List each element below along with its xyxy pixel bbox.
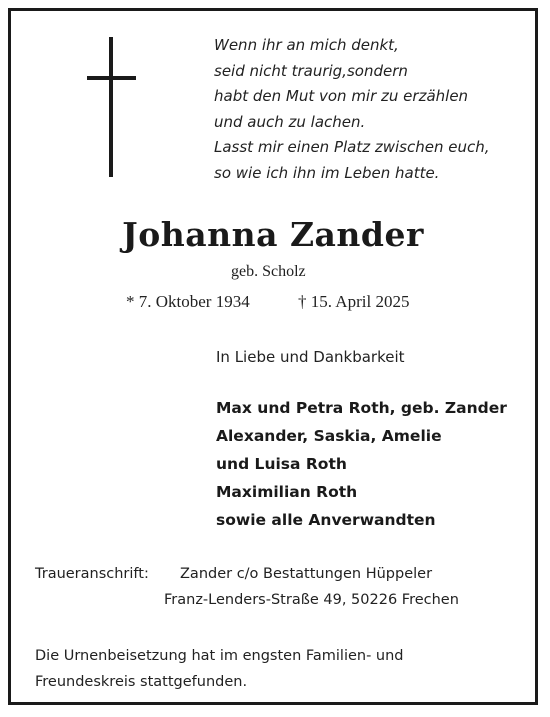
poem-line: Lasst mir einen Platz zwischen euch, [214,138,490,156]
obituary-frame [8,8,538,705]
mourner-line: sowie alle Anverwandten [216,511,436,529]
memorial-poem [214,33,534,186]
poem-line: Wenn ihr an mich denkt, [214,36,399,54]
burial-notice [35,643,404,695]
mourners-list [216,394,507,534]
mourner-line: Maximilian Roth [216,483,358,501]
address-line-2: Franz-Lenders-Straße 49, 50226 Frechen [164,592,459,608]
notice-line: Freundeskreis stattgefunden. [35,674,248,690]
address-label: Traueranschrift: [35,566,149,582]
address-line-1: Zander c/o Bestattungen Hüppeler [180,566,433,582]
notice-line: Die Urnenbeisetzung hat im engsten Familien- und [35,648,404,664]
poem-line: habt den Mut von mir zu erzählen [214,87,469,105]
mourner-line: und Luisa Roth [216,455,347,473]
death-date: † 15. April 2025 [298,292,410,311]
birth-name: geb. Scholz [231,263,306,280]
mourner-line: Alexander, Saskia, Amelie [216,427,442,445]
deceased-name: Johanna Zander [122,215,424,254]
poem-line: und auch zu lachen. [214,112,366,131]
latin-cross-icon [87,37,137,177]
birth-date: * 7. Oktober 1934 [126,292,250,311]
mourners-intro: In Liebe und Dankbarkeit [216,348,405,366]
poem-line: seid nicht traurig,sondern [214,61,408,80]
poem-line: so wie ich ihn im Leben hatte. [214,163,440,182]
mourner-line: Max und Petra Roth, geb. Zander [216,399,507,417]
